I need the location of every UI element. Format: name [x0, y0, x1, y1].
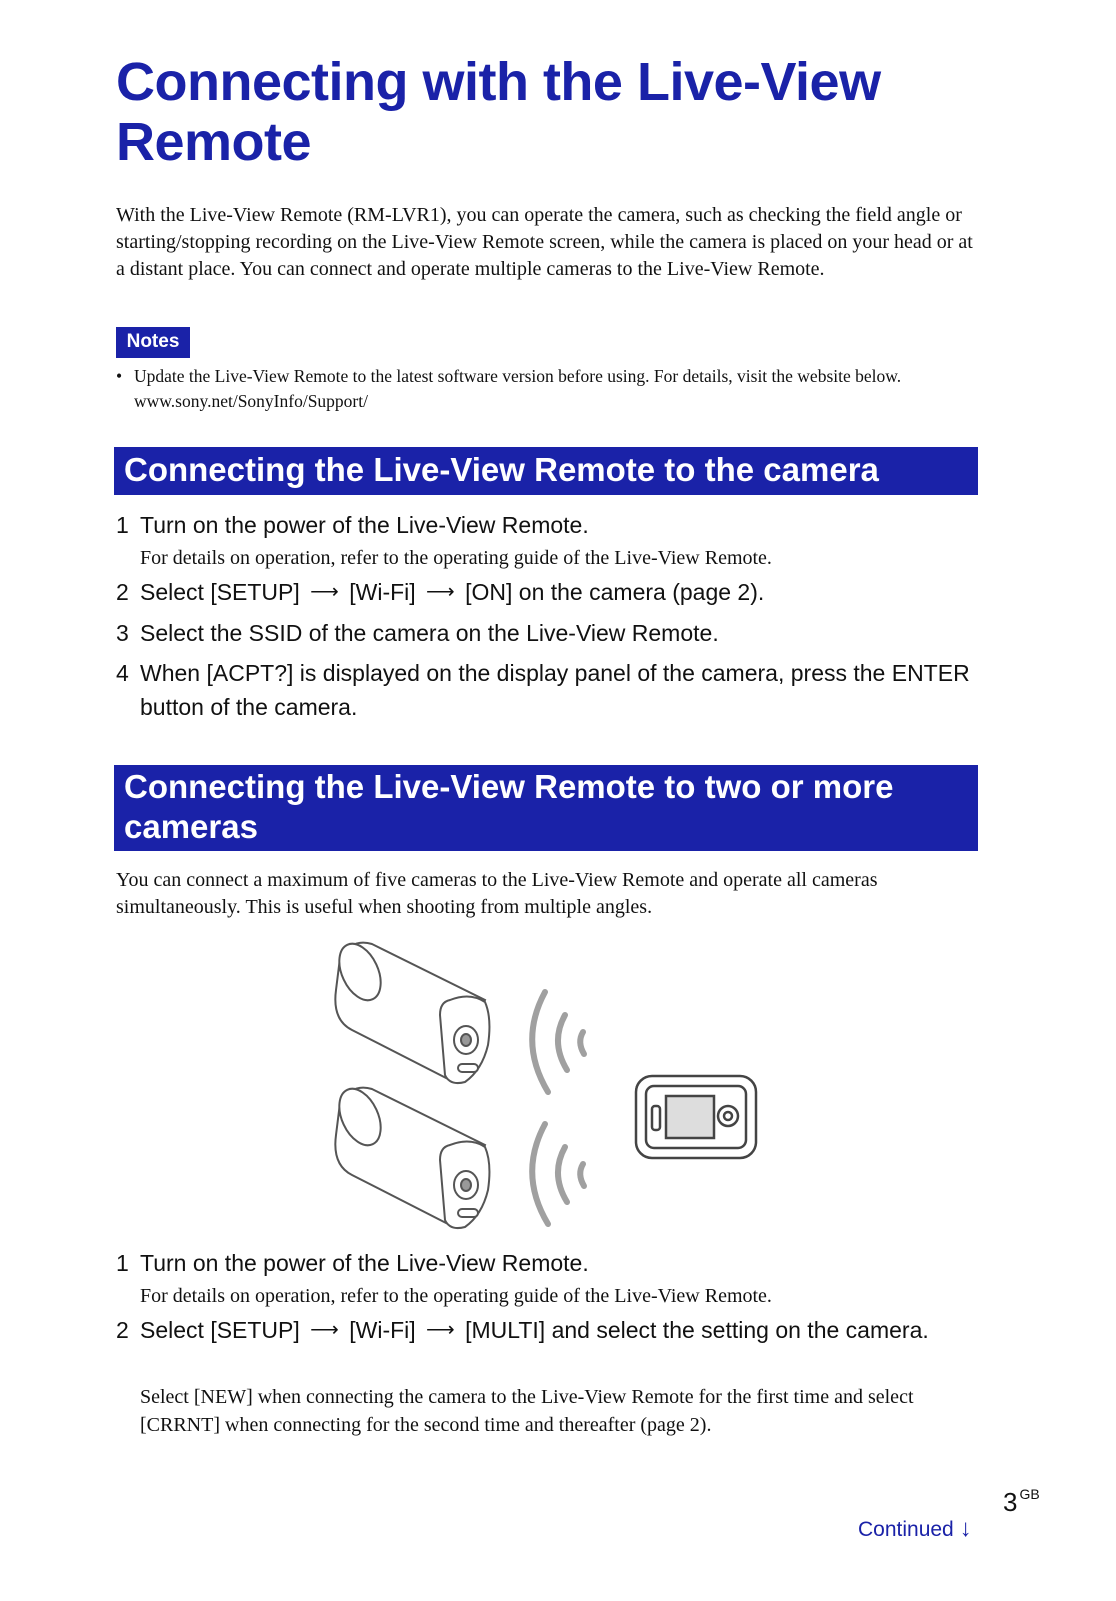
arrow-right-icon: ⟶: [426, 1319, 455, 1341]
s1-step-1-detail: For details on operation, refer to the operating guide of the Live-View Remote.: [140, 547, 772, 569]
step-number: 1: [116, 512, 129, 538]
arrow-right-icon: ⟶: [310, 581, 339, 603]
continued-link[interactable]: [858, 1515, 972, 1544]
step-part: Select [SETUP]: [140, 1317, 300, 1343]
arrow-right-icon: ⟶: [310, 1319, 339, 1341]
wifi-signal-icon: [532, 1124, 584, 1224]
step-number: 3: [116, 620, 129, 646]
step-part: [ON] on the camera (page 2).: [465, 579, 765, 605]
step-part: [Wi-Fi]: [349, 579, 416, 605]
multi-camera-paragraph: You can connect a maximum of five cameras to the Live-View Remote and operate all cameras simultaneously. This is useful when shooting from multiple angles.: [116, 869, 878, 918]
section-heading-multi-camera: Connecting the Live-View Remote to two or more cameras: [114, 765, 978, 851]
step-text: Turn on the power of the Live-View Remote.: [140, 1250, 589, 1276]
arrow-right-icon: ⟶: [426, 581, 455, 603]
multi-camera-illustration: [300, 930, 820, 1240]
s2-step-2-detail: Select [NEW] when connecting the camera to the Live-View Remote for the first time and select [CRRNT] when connecting for the second time and thereafter (page 2).: [140, 1386, 914, 1436]
step-text: [140, 575, 996, 609]
note-text: Update the Live-View Remote to the latest software version before using. For details, visit the website below.: [134, 366, 902, 386]
page-title: Connecting with the Live-View Remote: [116, 52, 881, 172]
step-number: 4: [116, 660, 129, 686]
step-text: Turn on the power of the Live-View Remote.: [140, 512, 589, 538]
section-heading-camera: Connecting the Live-View Remote to the camera: [114, 447, 978, 495]
page-number: [1003, 1479, 1040, 1517]
s1-step-1: [116, 508, 996, 542]
s1-step-2: [116, 575, 996, 609]
notes-label: Notes: [116, 327, 190, 358]
page-number-suffix: GB: [1019, 1486, 1040, 1502]
note-bullet: •: [116, 366, 123, 386]
step-number: 2: [116, 579, 129, 605]
intro-paragraph: With the Live-View Remote (RM-LVR1), you can operate the camera, such as checking the field angle or starting/stopping recording on the Live-View Remote screen, while the camera is placed on your head or at a distant place. You can connect and operate multiple cameras to the Live-View Remote.: [116, 204, 973, 280]
action-camera-illustration: [331, 1082, 489, 1228]
s2-step-1-detail: For details on operation, refer to the operating guide of the Live-View Remote.: [140, 1285, 772, 1307]
page-number-value: 3: [1003, 1487, 1018, 1517]
arrow-down-icon: ↓: [959, 1515, 972, 1542]
wifi-signal-icon: [532, 992, 584, 1092]
live-view-remote-illustration: [636, 1076, 756, 1158]
action-camera-illustration: [331, 937, 489, 1083]
step-text: [140, 1313, 996, 1347]
s2-step-2: [116, 1313, 996, 1347]
step-text: Select the SSID of the camera on the Live-View Remote.: [140, 620, 719, 646]
s1-step-3: [116, 616, 996, 650]
step-number: 2: [116, 1317, 129, 1343]
continued-label: Continued: [858, 1518, 954, 1541]
step-number: 1: [116, 1250, 129, 1276]
s2-step-1: [116, 1246, 996, 1280]
s1-step-4: [116, 656, 996, 724]
step-part: [Wi-Fi]: [349, 1317, 416, 1343]
step-text: When [ACPT?] is displayed on the display panel of the camera, press the ENTER button of the camera.: [140, 660, 970, 720]
step-part: Select [SETUP]: [140, 579, 300, 605]
support-url-link[interactable]: www.sony.net/SonyInfo/Support/: [134, 390, 368, 411]
step-part: [MULTI] and select the setting on the camera.: [465, 1317, 929, 1343]
note-item: [116, 364, 996, 413]
